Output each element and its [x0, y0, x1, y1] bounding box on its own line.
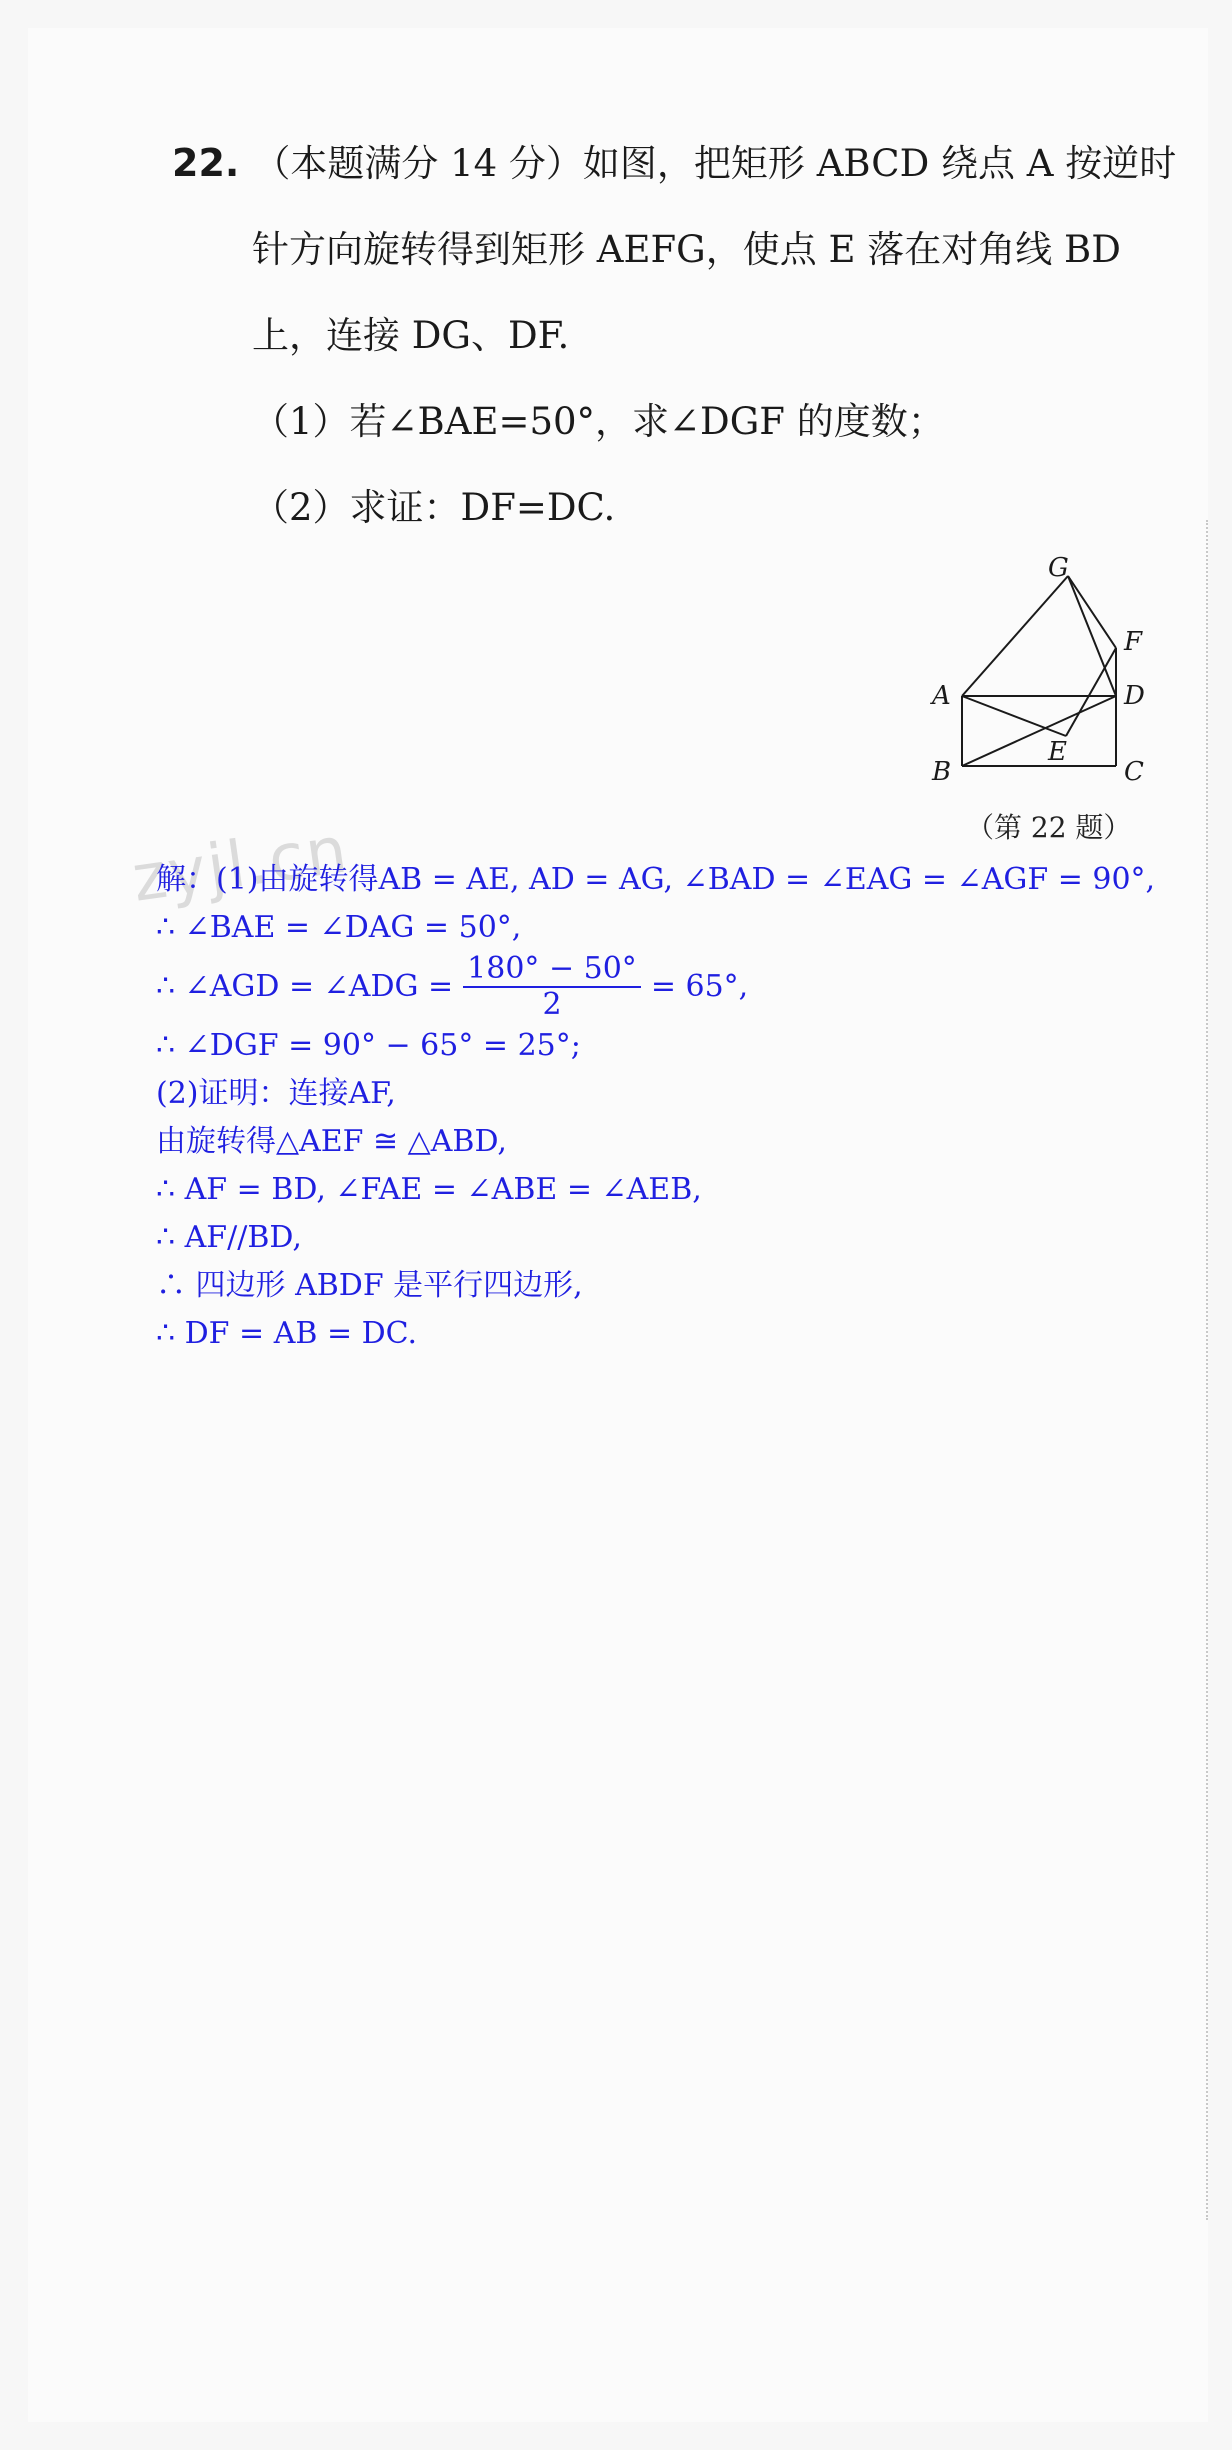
solution-block — [156, 856, 1176, 1358]
label-e: E — [1048, 737, 1067, 767]
label-b: B — [932, 757, 952, 787]
fraction-numerator: 180° − 50° — [463, 954, 641, 988]
problem-line-2: 针方向旋转得到矩形 AEFG，使点 E 落在对角线 BD — [252, 228, 1121, 271]
problem-line-3: 上，连接 DG、DF. — [252, 314, 570, 357]
label-f: F — [1124, 627, 1143, 657]
problem-part-2: （2）求证：DF=DC. — [252, 486, 616, 529]
label-a: A — [932, 681, 951, 711]
segment-ef — [1066, 648, 1116, 736]
solution-line-6: 由旋转得△AEF ≅ △ABD, — [156, 1124, 507, 1159]
fraction-denominator: 2 — [542, 987, 562, 1022]
figure-caption: （第 22 题） — [966, 811, 1132, 844]
solution-line-3 — [156, 952, 1176, 1022]
label-d: D — [1124, 681, 1145, 711]
solution-line-4: ∴ ∠DGF = 90° − 65° = 25°; — [156, 1028, 581, 1063]
problem-part-1: （1）若∠BAE=50°，求∠DGF 的度数； — [252, 400, 945, 443]
problem-stem-1: （本题满分 14 分）如图，把矩形 ABCD 绕点 A 按逆时 — [253, 142, 1177, 185]
solution-line-10: ∴ DF = AB = DC. — [156, 1316, 418, 1351]
figure-svg — [920, 548, 1170, 798]
solution-line-9: ∴ 四边形 ABDF 是平行四边形, — [156, 1268, 583, 1303]
segment-ga — [962, 576, 1068, 696]
label-g: G — [1048, 553, 1069, 583]
segment-ae — [962, 696, 1066, 736]
problem-number: 22. — [172, 141, 240, 185]
solution-line-7: ∴ AF = BD, ∠FAE = ∠ABE = ∠AEB, — [156, 1172, 702, 1207]
solution-line-3-prefix: ∴ ∠AGD = ∠ADG = — [156, 969, 454, 1004]
solution-line-5: (2)证明：连接AF, — [156, 1076, 396, 1111]
solution-line-8: ∴ AF//BD, — [156, 1220, 302, 1255]
geometry-figure — [920, 548, 1170, 848]
label-c: C — [1124, 757, 1144, 787]
problem-text — [172, 120, 1177, 551]
solution-line-1: 解：(1)由旋转得AB = AE, AD = AG, ∠BAD = ∠EAG = ∠AGF = 90°, — [156, 862, 1156, 897]
page-edge-dotted-line — [1206, 520, 1208, 2220]
problem-line-1 — [172, 120, 1177, 207]
watermark: zyjl.cn — [127, 813, 354, 917]
fraction — [463, 951, 641, 1022]
solution-line-3-suffix: = 65°, — [650, 969, 749, 1004]
segment-bd — [962, 696, 1116, 766]
solution-line-2: ∴ ∠BAE = ∠DAG = 50°, — [156, 910, 522, 945]
